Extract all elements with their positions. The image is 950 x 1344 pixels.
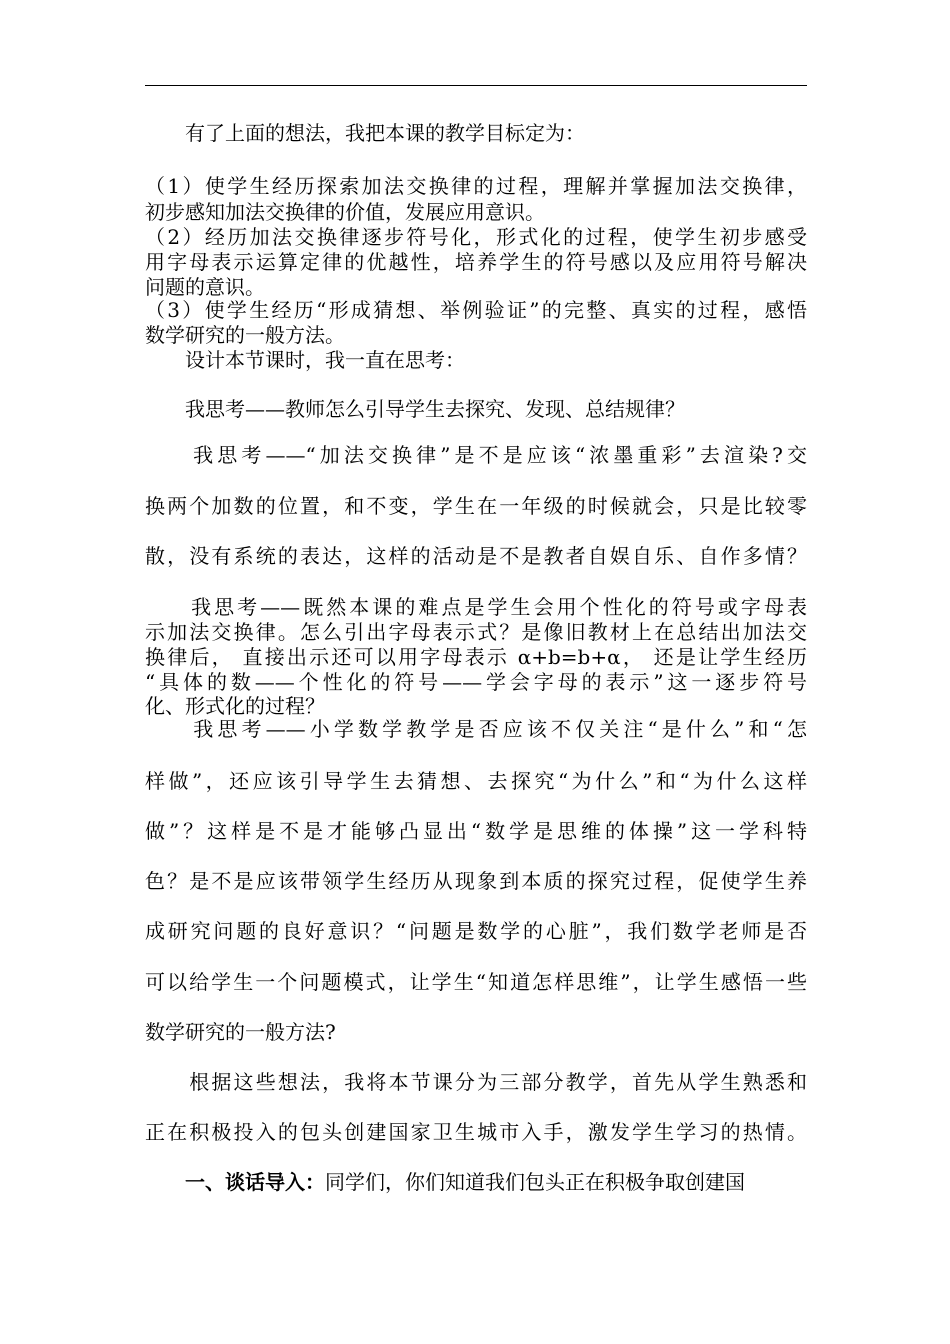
paragraph-line: 我思考——“加法交换律”是不是应该“浓墨重彩”去渲染?交 — [145, 443, 807, 467]
paragraph-line: “具体的数——个性化的符号——学会字母的表示”这一逐步符号 — [145, 670, 807, 694]
paragraph-line: 化、形式化的过程？ — [145, 694, 325, 718]
paragraph-line: （3）使学生经历“形成猜想、举例验证”的完整、真实的过程，感悟 — [145, 298, 807, 322]
paragraph-line: 数学研究的一般方法? — [145, 1020, 336, 1044]
paragraph-line: 可以给学生一个问题模式，让学生“知道怎样思维”，让学生感悟一些 — [145, 970, 807, 994]
paragraph-line: 色？是不是应该带领学生经历从现象到本质的探究过程，促使学生养 — [145, 869, 807, 893]
paragraph-line: 做”？这样是不是才能够凸显出“数学是思维的体操”这一学科特 — [145, 819, 807, 843]
paragraph-line: 有了上面的想法，我把本课的教学目标定为： — [145, 121, 585, 145]
paragraph-line-final — [145, 1169, 807, 1195]
paragraph-line: 成研究问题的良好意识？“问题是数学的心脏”，我们数学老师是否 — [145, 919, 807, 943]
paragraph-line: （2）经历加法交换律逐步符号化，形式化的过程，使学生初步感受 — [145, 225, 807, 249]
paragraph-line: 我思考——既然本课的难点是学生会用个性化的符号或字母表 — [145, 595, 807, 619]
paragraph-line: 设计本节课时，我一直在思考： — [145, 348, 465, 372]
paragraph-line: 初步感知加法交换律的价值，发展应用意识。 — [145, 200, 545, 224]
paragraph-line: 用字母表示运算定律的优越性，培养学生的符号感以及应用符号解决 — [145, 250, 807, 274]
paragraph-line: （1）使学生经历探索加法交换律的过程，理解并掌握加法交换律， — [145, 174, 807, 198]
paragraph-line: 换律后， 直接出示还可以用字母表示 α+b=b+α， 还是让学生经历 — [145, 645, 807, 669]
paragraph-line: 正在积极投入的包头创建国家卫生城市入手，激发学生学习的热情。 — [145, 1120, 807, 1144]
paragraph-line: 我思考——教师怎么引导学生去探究、发现、总结规律？ — [145, 397, 685, 421]
paragraph-line: 数学研究的一般方法。 — [145, 323, 345, 347]
paragraph-line: 问题的意识。 — [145, 275, 265, 299]
paragraph-line: 散，没有系统的表达，这样的活动是不是教者自娱自乐、自作多情？ — [145, 544, 807, 568]
paragraph-line: 示加法交换律。怎么引出字母表示式？是像旧教材上在总结出加法交 — [145, 620, 807, 644]
paragraph-line: 根据这些想法，我将本节课分为三部分教学，首先从学生熟悉和 — [145, 1070, 807, 1094]
paragraph-line: 换两个加数的位置，和不变，学生在一年级的时候就会，只是比较零 — [145, 494, 807, 518]
paragraph-line: 样做”，还应该引导学生去猜想、去探究“为什么”和“为什么这样 — [145, 769, 807, 793]
paragraph-line: 我思考——小学数学教学是否应该不仅关注“是什么”和“怎 — [145, 717, 807, 741]
header-rule — [145, 85, 807, 86]
section-text: 同学们，你们知道我们包头正在积极争取创建国 — [325, 1170, 745, 1194]
section-heading: 一、谈话导入： — [145, 1170, 325, 1194]
